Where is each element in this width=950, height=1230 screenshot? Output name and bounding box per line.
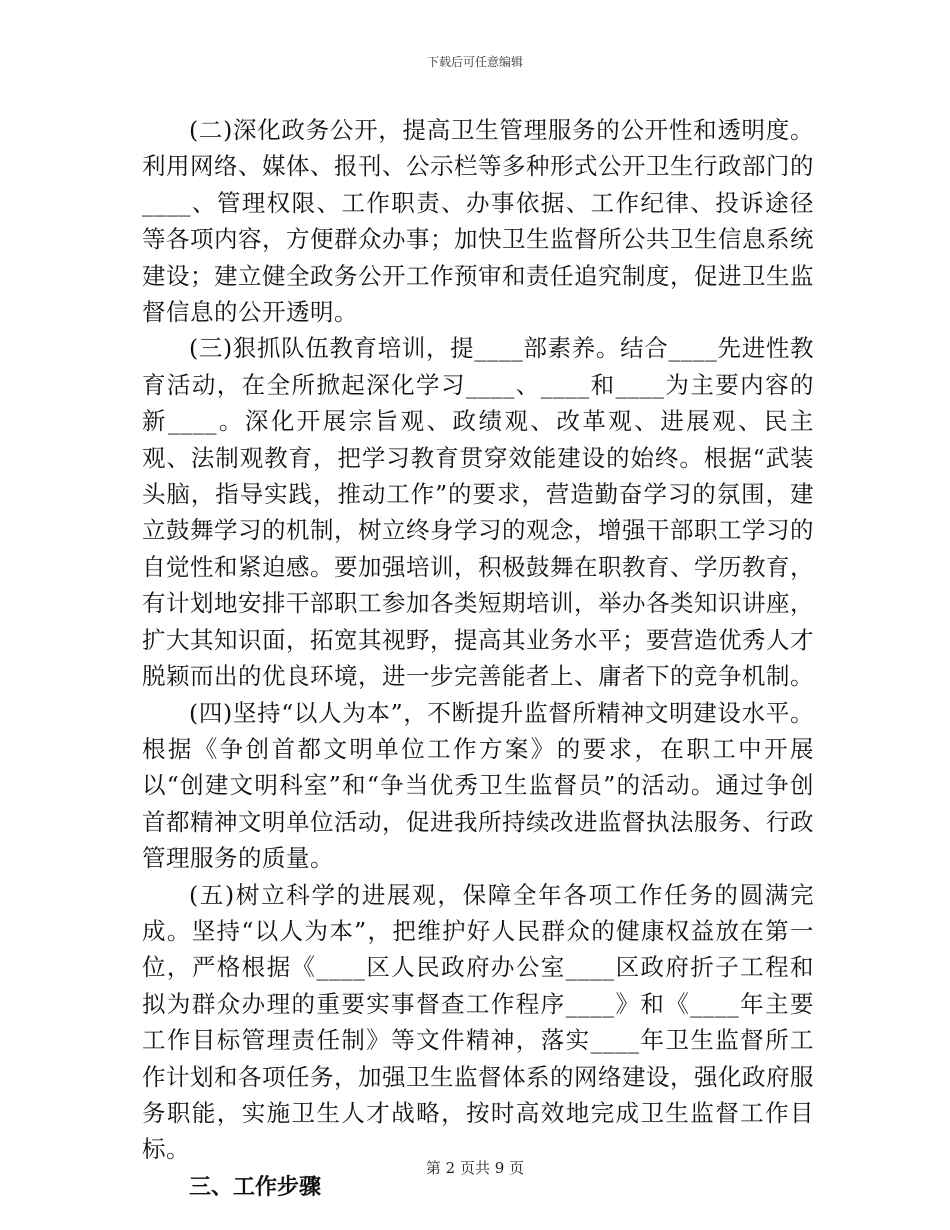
page-footer: 第 2 页共 9 页 [425, 1159, 525, 1177]
paragraph-scientific-development: (五)树立科学的进展观，保障全年各项工作任务的圆满完成。坚持“以人为本”，把维护好人民群众的健康权益放在第一位，严格根据《____区人民政府办公室____区政府折子工程和拟为群众办理的重要实事督查工作程序____》和《____年主要工作目标管理责任制》等文件精神，落实____年卫生监督所工作计划和各项任务，加强卫生监督体系的网络建设，强化政府服务职能，实施卫生人才战略，按时高效地完成卫生监督工作目标。 [142, 880, 814, 1164]
paragraph-team-training: (三)狠抓队伍教育培训，提____部素养。结合____先进性教育活动，在全所掀起深化学习____、____和____为主要内容的新____。深化开展宗旨观、政绩观、改革观、进展观、民主观、法制观教育，把学习教育贯穿效能建设的始终。根据“武装头脑，指导实践，推动工作”的要求，营造勤奋学习的氛围，建立鼓舞学习的机制，树立终身学习的观念，增强干部职工学习的自觉性和紧迫感。要加强培训，积极鼓舞在职教育、学历教育，有计划地安排干部职工参加各类短期培训，举办各类知识讲座，扩大其知识面，拓宽其视野，提高其业务水平；要营造优秀人才脱颖而出的优良环境，进一步完善能者上、庸者下的竞争机制。 [142, 334, 814, 691]
document-body [142, 112, 814, 1206]
paragraph-deepen-disclosure: (二)深化政务公开，提高卫生管理服务的公开性和透明度。利用网络、媒体、报刊、公示栏等多种形式公开卫生行政部门的____、管理权限、工作职责、办事依据、工作纪律、投诉途径等各项内容，方便群众办事；加快卫生监督所公共卫生信息系统建设；建立健全政务公开工作预审和责任追究制度，促进卫生监督信息的公开透明。 [142, 116, 814, 327]
page-header: 下载后可任意编辑 [426, 55, 523, 69]
paragraph-people-oriented: (四)坚持“以人为本”，不断提升监督所精神文明建设水平。根据《争创首都文明单位工作方案》的要求，在职工中开展以“创建文明科室”和“争当优秀卫生监督员”的活动。通过争创首都精神文明单位活动，促进我所持续改进监督执法服务、行政管理服务的质量。 [142, 698, 814, 873]
section-heading: 三、工作步骤 [189, 1174, 322, 1200]
